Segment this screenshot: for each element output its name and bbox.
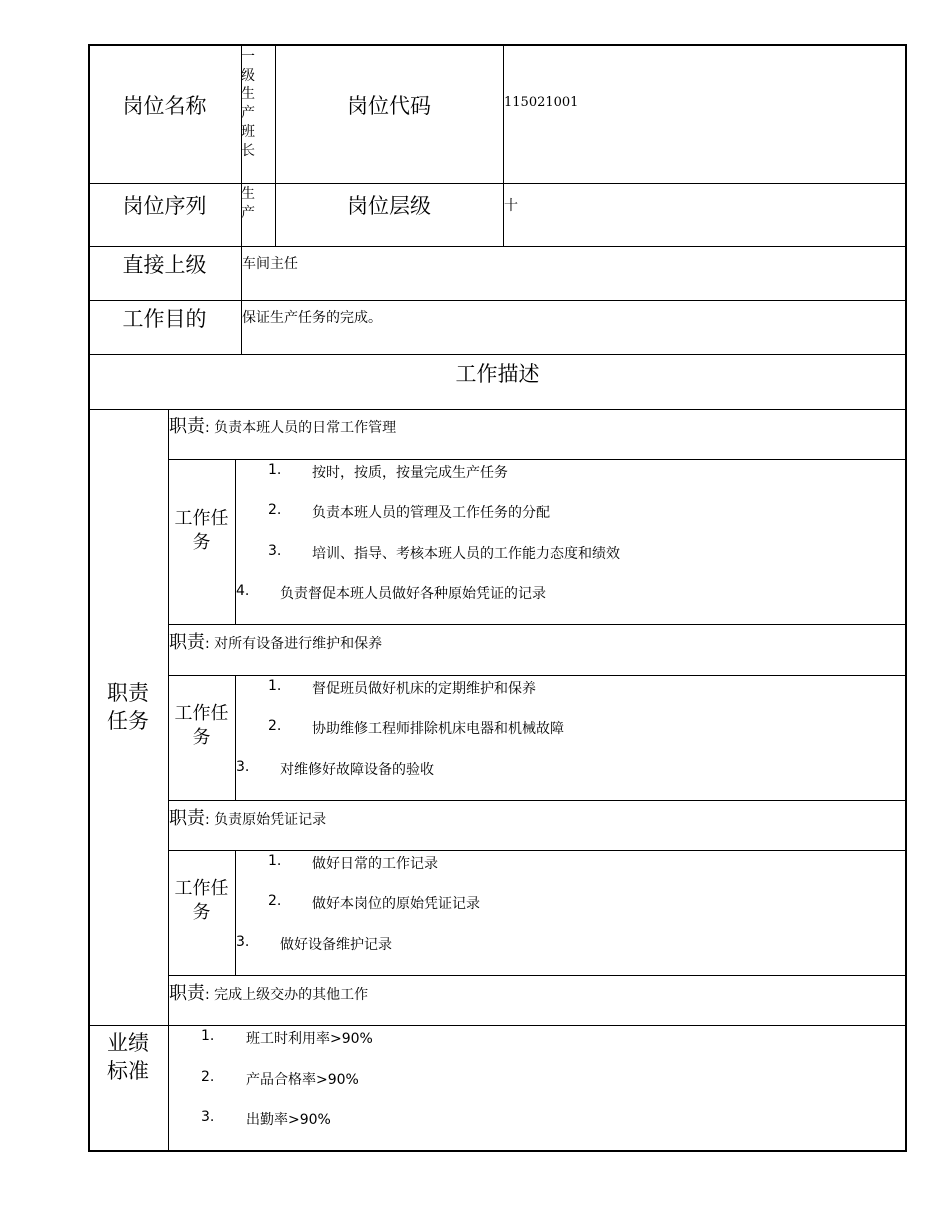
superior-value: 车间主任 xyxy=(242,256,298,272)
task-text: 对维修好故障设备的验收 xyxy=(280,762,434,778)
duty-divider xyxy=(168,975,907,976)
task-text: 督促班员做好机床的定期维护和保养 xyxy=(312,681,536,697)
post-level-label: 岗位层级 xyxy=(347,194,431,218)
row-divider xyxy=(88,183,907,184)
task-text: 培训、指导、考核本班人员的工作能力态度和绩效 xyxy=(312,546,620,562)
post-name-label: 岗位名称 xyxy=(122,94,207,118)
duty-item xyxy=(169,979,368,1005)
row-divider xyxy=(88,1025,907,1026)
task-number: 2. xyxy=(268,718,282,734)
performance-label: 业绩标准 xyxy=(107,1031,149,1083)
task-number: 2. xyxy=(268,502,282,518)
task-text: 做好设备维护记录 xyxy=(280,937,392,953)
task-number: 3. xyxy=(268,543,282,559)
superior-label: 直接上级 xyxy=(122,253,207,277)
duty-text: : 对所有设备进行维护和保养 xyxy=(205,636,383,652)
performance-number: 1. xyxy=(201,1028,215,1044)
duty-text: : 完成上级交办的其他工作 xyxy=(205,987,369,1003)
performance-number: 2. xyxy=(201,1069,215,1085)
duty-text: : 负责原始凭证记录 xyxy=(205,812,327,828)
task-number: 1. xyxy=(268,853,282,869)
duty-divider xyxy=(168,850,907,851)
post-name-value: 一级生产班长 xyxy=(241,49,255,159)
duty-prefix: 职责 xyxy=(169,808,205,829)
row-divider xyxy=(88,354,907,355)
duty-item xyxy=(169,804,326,830)
performance-number: 3. xyxy=(201,1109,215,1125)
post-code-label: 岗位代码 xyxy=(347,94,431,118)
task-text: 协助维修工程师排除机床电器和机械故障 xyxy=(312,721,564,737)
duty-prefix: 职责 xyxy=(169,632,205,653)
col-divider xyxy=(503,44,504,246)
row-divider xyxy=(88,246,907,247)
col-divider xyxy=(235,675,236,800)
description-title: 工作描述 xyxy=(455,362,540,386)
duty-divider xyxy=(168,624,907,625)
duty-prefix: 职责 xyxy=(169,983,205,1004)
performance-text: 产品合格率>90% xyxy=(246,1072,359,1088)
duty-item xyxy=(169,412,396,438)
post-code-value: 115021001 xyxy=(504,95,579,110)
task-text: 做好本岗位的原始凭证记录 xyxy=(312,896,480,912)
row-divider xyxy=(88,409,907,410)
task-label: 工作任务 xyxy=(174,878,229,923)
task-number: 3. xyxy=(236,934,250,950)
post-sequence-label: 岗位序列 xyxy=(122,194,207,218)
task-label: 工作任务 xyxy=(174,703,229,748)
performance-text: 班工时利用率>90% xyxy=(246,1031,373,1047)
task-label: 工作任务 xyxy=(174,508,229,553)
duty-text: : 负责本班人员的日常工作管理 xyxy=(205,420,397,436)
row-divider xyxy=(88,300,907,301)
task-text: 负责本班人员的管理及工作任务的分配 xyxy=(312,505,550,521)
task-number: 1. xyxy=(268,462,282,478)
duty-item xyxy=(169,628,382,654)
task-text: 负责督促本班人员做好各种原始凭证的记录 xyxy=(280,586,546,602)
duties-label: 职责任务 xyxy=(107,681,149,733)
duty-divider xyxy=(168,459,907,460)
col-divider xyxy=(235,850,236,975)
task-text: 按时，按质，按量完成生产任务 xyxy=(312,465,508,481)
post-sequence-value: 生产 xyxy=(241,186,255,221)
post-level-value: 十 xyxy=(504,198,518,214)
task-number: 4. xyxy=(236,583,250,599)
task-number: 1. xyxy=(268,678,282,694)
purpose-label: 工作目的 xyxy=(122,307,207,331)
duty-divider xyxy=(168,675,907,676)
purpose-value: 保证生产任务的完成。 xyxy=(242,310,382,326)
task-text: 做好日常的工作记录 xyxy=(312,856,438,872)
performance-text: 出勤率>90% xyxy=(246,1112,331,1128)
col-divider xyxy=(235,459,236,624)
duty-divider xyxy=(168,800,907,801)
duty-prefix: 职责 xyxy=(169,416,205,437)
task-number: 2. xyxy=(268,893,282,909)
task-number: 3. xyxy=(236,759,250,775)
